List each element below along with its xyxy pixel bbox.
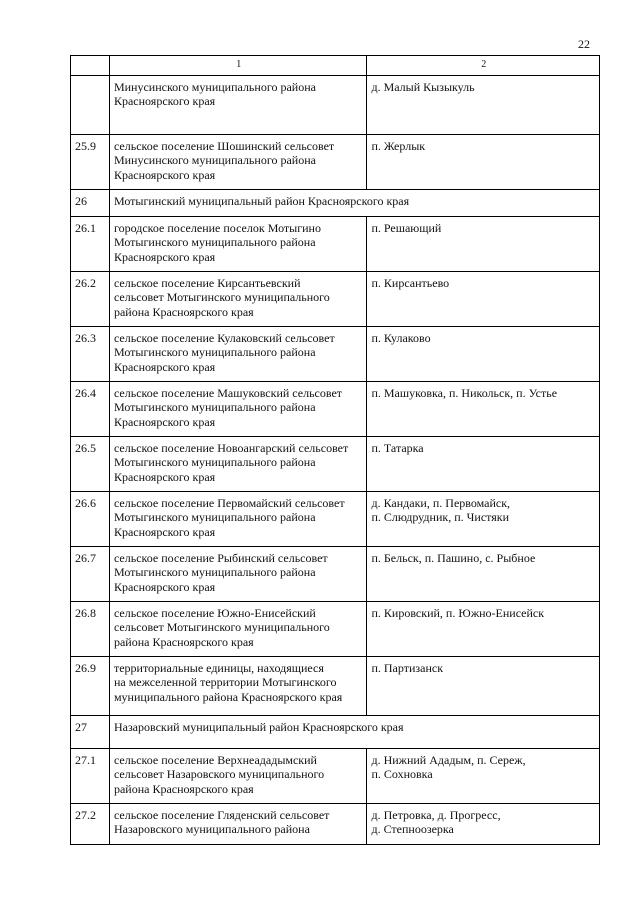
district-name: Мотыгинский муниципальный район Красноярского края xyxy=(109,189,599,216)
row-number: 26.5 xyxy=(71,436,110,491)
municipality-name: сельское поселение Южно-Енисейский сельсовет Мотыгинского муниципального района Красноярского края xyxy=(109,601,367,656)
row-number: 26.2 xyxy=(71,271,110,326)
table-row xyxy=(71,326,600,381)
table-row xyxy=(71,216,600,271)
municipality-name: сельское поселение Первомайский сельсовет Мотыгинского муниципального района Красноярского края xyxy=(109,491,367,546)
row-number: 26.4 xyxy=(71,381,110,436)
row-number: 26.8 xyxy=(71,601,110,656)
locality-name: п. Кировский, п. Южно-Енисейск xyxy=(367,601,600,656)
header-cell-2: 2 xyxy=(367,56,600,76)
header-cell-number xyxy=(71,56,110,76)
municipality-name: сельское поселение Кулаковский сельсовет Мотыгинского муниципального района Красноярского края xyxy=(109,326,367,381)
table-row xyxy=(71,271,600,326)
table-row xyxy=(71,75,600,134)
row-number: 26.6 xyxy=(71,491,110,546)
row-number xyxy=(71,75,110,134)
municipality-name: городское поселение поселок Мотыгино Мотыгинского муниципального района Красноярского края xyxy=(109,216,367,271)
locality-name: д. Кандаки, п. Первомайск, п. Слюдрудник, п. Чистяки xyxy=(367,491,600,546)
municipality-name: Минусинского муниципального района Красноярского края xyxy=(109,75,367,134)
locality-name: п. Кулаково xyxy=(367,326,600,381)
municipality-name: сельское поселение Верхнеададымский сельсовет Назаровского муниципального района Красноярского края xyxy=(109,748,367,803)
row-number: 26.7 xyxy=(71,546,110,601)
municipality-name: сельское поселение Машуковский сельсовет Мотыгинского муниципального района Красноярского края xyxy=(109,381,367,436)
locality-name: п. Жерлык xyxy=(367,134,600,189)
locality-name: д. Нижний Ададым, п. Сереж, п. Сохновка xyxy=(367,748,600,803)
table-row xyxy=(71,546,600,601)
row-number: 27.1 xyxy=(71,748,110,803)
locality-name: п. Татарка xyxy=(367,436,600,491)
row-number: 27 xyxy=(71,715,110,748)
municipality-name: территориальные единицы, находящиеся на межселенной территории Мотыгинского муниципального района Красноярского края xyxy=(109,656,367,715)
locality-name: д. Петровка, д. Прогресс, д. Степноозерка xyxy=(367,803,600,844)
locality-name: п. Решающий xyxy=(367,216,600,271)
table-row xyxy=(71,803,600,844)
municipality-name: сельское поселение Новоангарский сельсовет Мотыгинского муниципального района Красноярского края xyxy=(109,436,367,491)
locality-name: д. Малый Кызыкуль xyxy=(367,75,600,134)
header-cell-1: 1 xyxy=(109,56,367,76)
row-number: 26.1 xyxy=(71,216,110,271)
row-number: 26 xyxy=(71,189,110,216)
page-number: 22 xyxy=(578,37,590,51)
locality-name: п. Машуковка, п. Никольск, п. Устье xyxy=(367,381,600,436)
table-row xyxy=(71,601,600,656)
table-row xyxy=(71,748,600,803)
table-row xyxy=(71,436,600,491)
row-number: 27.2 xyxy=(71,803,110,844)
municipality-name: сельское поселение Рыбинский сельсовет Мотыгинского муниципального района Красноярского края xyxy=(109,546,367,601)
locality-name: п. Кирсантьево xyxy=(367,271,600,326)
row-number: 26.3 xyxy=(71,326,110,381)
locality-name: п. Партизанск xyxy=(367,656,600,715)
municipality-name: сельское поселение Гляденский сельсовет Назаровского муниципального района xyxy=(109,803,367,844)
settlements-table xyxy=(70,55,600,845)
locality-name: п. Бельск, п. Пашино, с. Рыбное xyxy=(367,546,600,601)
table-row xyxy=(71,491,600,546)
municipality-name: сельское поселение Кирсантьевский сельсовет Мотыгинского муниципального района Красноярского края xyxy=(109,271,367,326)
section-row xyxy=(71,715,600,748)
table-header-row xyxy=(71,56,600,76)
table-row xyxy=(71,656,600,715)
district-name: Назаровский муниципальный район Красноярского края xyxy=(109,715,599,748)
table-row xyxy=(71,134,600,189)
row-number: 25.9 xyxy=(71,134,110,189)
table-row xyxy=(71,381,600,436)
row-number: 26.9 xyxy=(71,656,110,715)
municipality-name: сельское поселение Шошинский сельсовет Минусинского муниципального района Красноярского края xyxy=(109,134,367,189)
section-row xyxy=(71,189,600,216)
